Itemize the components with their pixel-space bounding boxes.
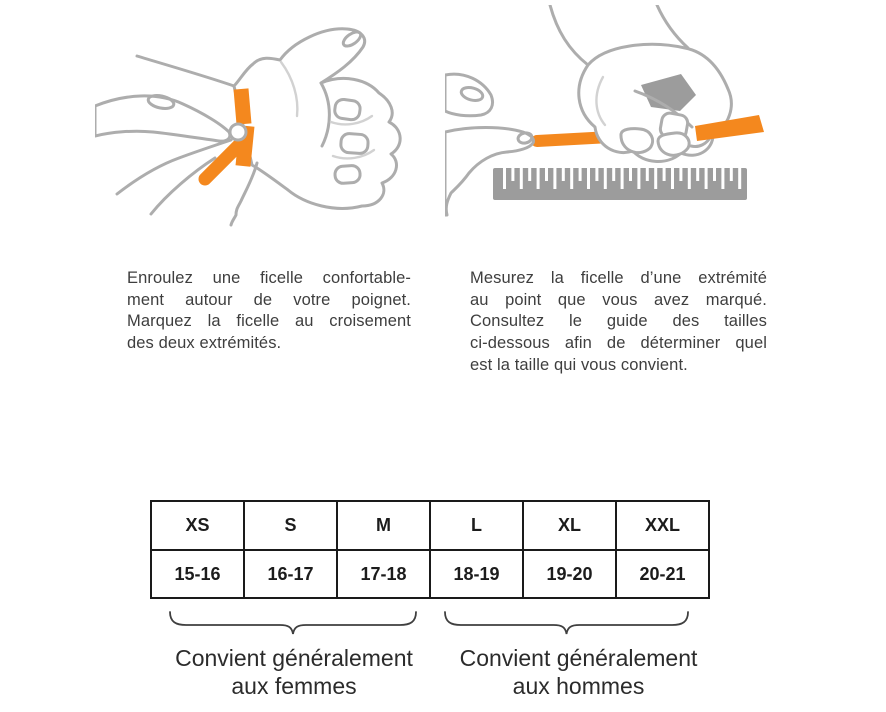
text-line: Convient généralement	[459, 645, 698, 671]
text-line: Mesurez la ficelle d’une extrémité	[470, 269, 767, 287]
size-header-cell: S	[244, 501, 337, 550]
text-line: Marquez la ficelle au croisement	[127, 312, 411, 331]
right-instruction-text	[470, 268, 767, 377]
text-line: au point que vous avez marqué.	[470, 290, 767, 309]
size-header-cell: XS	[151, 501, 244, 550]
size-range-cell: 19-20	[523, 550, 616, 598]
text-line: ci-dessous afin de déterminer quel	[470, 334, 767, 353]
size-range-cell: 17-18	[337, 550, 430, 598]
text-line: est la taille qui vous convient.	[470, 355, 688, 374]
text-line: aux femmes	[231, 673, 357, 699]
text-line: Consultez le guide des tailles	[470, 312, 767, 331]
women-fit-label	[148, 644, 440, 700]
wrist-string-illustration	[95, 10, 420, 240]
size-header-cell: L	[430, 501, 523, 550]
text-line: aux hommes	[512, 673, 645, 699]
text-line: Convient généralement	[175, 645, 413, 671]
men-fit-label	[437, 644, 720, 700]
text-line: ment autour de votre poignet.	[127, 290, 411, 309]
size-range-cell: 16-17	[244, 550, 337, 598]
women-range-brace-icon	[168, 610, 418, 636]
size-table-value-row	[151, 550, 709, 598]
left-instruction-text	[127, 268, 411, 355]
size-table-header-row	[151, 501, 709, 550]
size-header-cell: M	[337, 501, 430, 550]
size-header-cell: XL	[523, 501, 616, 550]
size-table	[150, 500, 710, 599]
ruler-icon	[493, 168, 747, 200]
men-range-brace-icon	[443, 610, 690, 636]
text-line: Enroulez une ficelle confortable-	[127, 269, 411, 287]
ruler-measure-illustration	[445, 5, 780, 235]
size-header-cell: XXL	[616, 501, 709, 550]
size-range-cell: 15-16	[151, 550, 244, 598]
size-range-cell: 20-21	[616, 550, 709, 598]
size-range-cell: 18-19	[430, 550, 523, 598]
text-line: des deux extrémités.	[127, 334, 282, 353]
